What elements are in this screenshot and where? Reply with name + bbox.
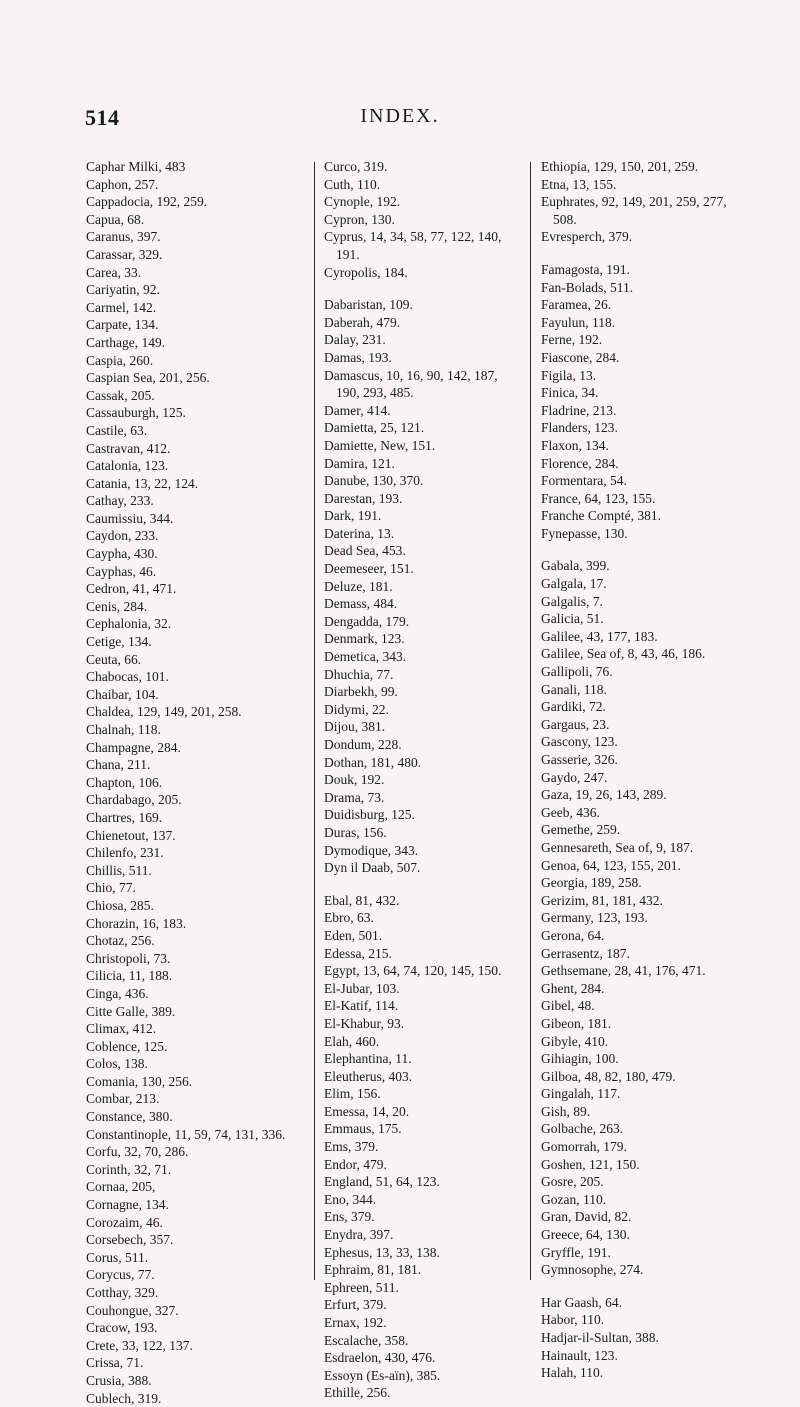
column-rule <box>530 162 531 1280</box>
index-entry: Galicia, 51. <box>541 611 604 627</box>
index-entry: Castile, 63. <box>86 422 148 438</box>
index-entry: Escalache, 358. <box>324 1332 409 1348</box>
index-entry: Cenis, 284. <box>86 598 148 614</box>
index-entry: Chio, 77. <box>86 880 136 896</box>
index-entry: Gran, David, 82. <box>541 1209 632 1225</box>
index-entry: Chotaz, 256. <box>86 933 155 949</box>
index-entry: Carea, 33. <box>86 264 142 280</box>
index-entry: Chilenfo, 231. <box>86 845 164 861</box>
index-entry: Caypha, 430. <box>86 546 158 562</box>
index-entry: Gingalah, 117. <box>541 1086 621 1102</box>
index-entry: Gibyle, 410. <box>541 1033 609 1049</box>
index-entry: Corfu, 32, 70, 286. <box>86 1144 189 1160</box>
index-entry: Ems, 379. <box>324 1139 379 1155</box>
column-rule <box>314 162 315 1280</box>
index-entry: Erfurt, 379. <box>324 1297 387 1313</box>
running-head: INDEX. <box>360 105 440 127</box>
index-entry: Emessa, 14, 20. <box>324 1103 410 1119</box>
index-entry: Douk, 192. <box>324 772 385 788</box>
index-entry: Cublech, 319. <box>86 1390 162 1406</box>
index-column-3 <box>541 158 743 1382</box>
index-entry: Chartres, 169. <box>86 809 163 825</box>
index-entry: Etna, 13, 155. <box>541 176 617 192</box>
index-entry: Christopoli, 73. <box>86 950 171 966</box>
index-column-1 <box>86 158 298 1407</box>
index-entry: Gihiagin, 100. <box>541 1051 619 1067</box>
index-entry: Essoyn (Es-aïn), 385. <box>324 1367 441 1383</box>
index-entry: Damascus, 10, 16, 90, 142, 187, 190, 293, 485. <box>324 367 498 401</box>
index-entry: Dark, 191. <box>324 508 382 524</box>
index-entry: Cuth, 110. <box>324 176 381 192</box>
letter-gap <box>541 542 743 557</box>
index-entry: Crusia, 388. <box>86 1372 152 1388</box>
index-entry: Enydra, 397. <box>324 1227 394 1243</box>
index-entry: Cilicia, 11, 188. <box>86 968 173 984</box>
index-entry: Coblence, 125. <box>86 1038 168 1054</box>
index-entry: Damira, 121. <box>324 455 395 471</box>
index-entry: Cotthay, 329. <box>86 1285 159 1300</box>
index-entry: Genoa, 64, 123, 155, 201. <box>541 857 681 873</box>
index-entry: Gabala, 399. <box>541 558 610 574</box>
index-entry: Cappadocia, 192, 259. <box>86 194 208 210</box>
index-entry: Galgalis, 7. <box>541 593 603 609</box>
index-entry: Chaibar, 104. <box>86 686 159 702</box>
index-entry: Fayulun, 118. <box>541 314 616 330</box>
index-entry: Ephesus, 13, 33, 138. <box>324 1244 440 1260</box>
index-entry: Gargaus, 23. <box>541 716 610 732</box>
index-entry: Caspia, 260. <box>86 352 154 368</box>
index-entry: Damiette, New, 151. <box>324 437 436 453</box>
index-entry: Darestan, 193. <box>324 490 403 506</box>
index-entry: Chienetout, 137. <box>86 827 176 843</box>
index-entry: Esdraelon, 430, 476. <box>324 1350 436 1366</box>
index-entry: El-Katif, 114. <box>324 998 399 1014</box>
index-entry: Greece, 64, 130. <box>541 1227 630 1243</box>
index-entry: England, 51, 64, 123. <box>324 1174 440 1190</box>
index-entry: France, 64, 123, 155. <box>541 490 656 506</box>
index-entry: Cornaa, 205, <box>86 1179 156 1195</box>
index-entry: Finica, 34. <box>541 385 599 401</box>
index-entry: Gibeon, 181. <box>541 1015 612 1031</box>
index-entry: Figila, 13. <box>541 367 597 383</box>
index-entry: Gerona, 64. <box>541 927 605 943</box>
index-entry: Galilee, 43, 177, 183. <box>541 628 658 644</box>
index-entry: Corozaim, 46. <box>86 1214 163 1230</box>
index-entry: Gerrasentz, 187. <box>541 945 630 961</box>
index-entry: Deemeseer, 151. <box>324 561 414 577</box>
index-entry: Chardabago, 205. <box>86 792 182 808</box>
index-entry: Gymnosophe, 274. <box>541 1262 644 1278</box>
index-entry: Elim, 156. <box>324 1086 381 1102</box>
index-entry: Catania, 13, 22, 124. <box>86 475 199 491</box>
index-entry: Dondum, 228. <box>324 737 402 752</box>
index-entry: Constance, 380. <box>86 1109 173 1125</box>
index-entry: Cathay, 233. <box>86 493 154 509</box>
index-entry: Faramea, 26. <box>541 297 612 313</box>
index-entry: Chiosa, 285. <box>86 897 154 913</box>
index-entry: Franche Compté, 381. <box>541 508 661 524</box>
index-entry: Gardiki, 72. <box>541 699 606 715</box>
index-entry: Cariyatin, 92. <box>86 282 160 298</box>
index-entry: Castravan, 412. <box>86 440 171 456</box>
index-entry: Goshen, 121, 150. <box>541 1156 640 1172</box>
index-entry: Constantinople, 11, 59, 74, 131, 336. <box>86 1126 286 1142</box>
index-entry: Ebro, 63. <box>324 910 374 926</box>
index-entry: Dhuchia, 77. <box>324 666 394 682</box>
index-entry: Cypron, 130. <box>324 211 395 227</box>
index-entry: Ferne, 192. <box>541 332 603 348</box>
index-entry: Curco, 319. <box>324 159 388 174</box>
index-entry: Gilboa, 48, 82, 180, 479. <box>541 1068 676 1084</box>
index-entry: Danube, 130, 370. <box>324 473 424 489</box>
index-entry: Catalonia, 123. <box>86 458 169 474</box>
index-entry: Duras, 156. <box>324 824 387 840</box>
index-entry: Gennesareth, Sea of, 9, 187. <box>541 839 694 855</box>
index-entry: Gerizim, 81, 181, 432. <box>541 892 663 908</box>
index-entry: Carthage, 149. <box>86 334 166 350</box>
index-entry: Dengadda, 179. <box>324 613 410 629</box>
index-entry: Cephalonia, 32. <box>86 616 172 632</box>
index-entry: Fan-Bolads, 511. <box>541 279 634 295</box>
index-entry: Daterina, 13. <box>324 525 395 541</box>
index-entry: Corycus, 77. <box>86 1267 155 1283</box>
index-entry: Chana, 211. <box>86 757 151 773</box>
index-entry: Comania, 130, 256. <box>86 1073 193 1089</box>
index-entry: Cedron, 41, 471. <box>86 581 177 597</box>
index-entry: Gosre, 205. <box>541 1174 604 1190</box>
index-entry: El-Khabur, 93. <box>324 1015 405 1031</box>
index-entry: Eleutherus, 403. <box>324 1068 413 1084</box>
index-entry: Edessa, 215. <box>324 945 392 961</box>
letter-gap <box>541 246 743 261</box>
index-entry: Ernax, 192. <box>324 1315 387 1330</box>
index-entry: Combar, 213. <box>86 1091 160 1107</box>
index-entry: Elah, 460. <box>324 1033 380 1049</box>
index-entry: Golbache, 263. <box>541 1121 624 1137</box>
index-entry: Cornagne, 134. <box>86 1197 169 1213</box>
index-entry: Gomorrah, 179. <box>541 1139 627 1155</box>
index-entry: Couhongue, 327. <box>86 1302 179 1318</box>
index-entry: Dead Sea, 453. <box>324 543 406 559</box>
index-entry: Carpate, 134. <box>86 317 159 333</box>
index-entry: Fiascone, 284. <box>541 349 620 365</box>
index-entry: Cayphas, 46. <box>86 563 157 579</box>
index-entry: Demetica, 343. <box>324 649 407 665</box>
index-entry: Chorazin, 16, 183. <box>86 915 187 931</box>
index-entry: Habor, 110. <box>541 1312 605 1328</box>
index-entry: Drama, 73. <box>324 789 385 805</box>
index-entry: Germany, 123, 193. <box>541 910 648 926</box>
index-entry: Gish, 89. <box>541 1103 591 1119</box>
index-entry: Cyropolis, 184. <box>324 264 408 280</box>
index-entry: Ephraim, 81, 181. <box>324 1262 422 1278</box>
index-entry: Caumissiu, 344. <box>86 510 174 526</box>
index-entry: Har Gaash, 64. <box>541 1294 622 1310</box>
index-entry: Georgia, 189, 258. <box>541 875 642 891</box>
index-entry: Flaxon, 134. <box>541 437 609 453</box>
index-entry: Gemethe, 259. <box>541 822 621 838</box>
index-entry: Dyn il Daab, 507. <box>324 860 421 876</box>
index-entry: Halah, 110. <box>541 1365 604 1381</box>
index-entry: Capua, 68. <box>86 211 145 227</box>
index-entry: Champagne, 284. <box>86 739 181 755</box>
index-entry: Cracow, 193. <box>86 1320 158 1336</box>
index-entry: Famagosta, 191. <box>541 261 630 277</box>
index-entry: Carassar, 329. <box>86 246 163 262</box>
index-entry: Deluze, 181. <box>324 578 393 594</box>
index-entry: Chabocas, 101. <box>86 669 169 685</box>
index-entry: Diarbekh, 99. <box>324 684 398 700</box>
index-entry: Hadjar-il-Sultan, 388. <box>541 1330 659 1345</box>
index-entry: Evresperch, 379. <box>541 229 633 245</box>
index-entry: Gibel, 48. <box>541 998 595 1014</box>
index-entry: Carmel, 142. <box>86 299 157 315</box>
index-entry: Daberah, 479. <box>324 314 401 330</box>
index-entry: Ephreen, 511. <box>324 1279 399 1295</box>
index-entry: Dothan, 181, 480. <box>324 754 422 770</box>
index-entry: Chillis, 511. <box>86 862 152 878</box>
index-entry: Ceuta, 66. <box>86 651 142 667</box>
index-entry: Chaldea, 129, 149, 201, 258. <box>86 704 242 720</box>
index-entry: Ens, 379. <box>324 1209 375 1225</box>
index-entry: Damas, 193. <box>324 349 392 365</box>
index-entry: Damer, 414. <box>324 402 391 418</box>
index-entry: Gascony, 123. <box>541 734 618 750</box>
index-entry: Caydon, 233. <box>86 528 159 544</box>
index-entry: Eden, 501. <box>324 927 383 943</box>
index-entry: Denmark, 123. <box>324 631 405 647</box>
page-number: 514 <box>85 105 120 130</box>
index-entry: Duidisburg, 125. <box>324 807 415 823</box>
index-entry: Gasserie, 326. <box>541 752 618 767</box>
index-entry: Dalay, 231. <box>324 332 386 348</box>
index-entry: Cynople, 192. <box>324 194 401 210</box>
index-entry: Corsebech, 357. <box>86 1232 174 1248</box>
index-entry: Fynepasse, 130. <box>541 525 628 541</box>
index-entry: Caphon, 257. <box>86 176 159 192</box>
index-entry: Cassauburgh, 125. <box>86 405 186 421</box>
index-entry: Emmaus, 175. <box>324 1121 402 1137</box>
index-entry: Ethille, 256. <box>324 1385 391 1401</box>
index-entry: Colos, 138. <box>86 1056 148 1072</box>
index-entry: Crete, 33, 122, 137. <box>86 1337 193 1353</box>
index-entry: Gethsemane, 28, 41, 176, 471. <box>541 963 706 979</box>
index-entry: Ethiopia, 129, 150, 201, 259. <box>541 159 699 174</box>
index-entry: Citte Galle, 389. <box>86 1003 176 1019</box>
index-entry: Egypt, 13, 64, 74, 120, 145, 150. <box>324 963 502 979</box>
index-entry: Hainault, 123. <box>541 1347 618 1363</box>
index-entry: Cinga, 436. <box>86 985 149 1001</box>
index-entry: Euphrates, 92, 149, 201, 259, 277, 508. <box>541 194 727 227</box>
index-entry: Gryffle, 191. <box>541 1244 611 1260</box>
index-entry: Caspian Sea, 201, 256. <box>86 370 210 386</box>
index-entry: Flanders, 123. <box>541 420 618 436</box>
index-entry: El-Jubar, 103. <box>324 980 400 996</box>
index-entry: Climax, 412. <box>86 1021 157 1037</box>
letter-gap <box>541 1279 743 1294</box>
index-entry: Damietta, 25, 121. <box>324 420 425 436</box>
index-entry: Ebal, 81, 432. <box>324 892 400 908</box>
index-entry: Corinth, 32, 71. <box>86 1161 172 1177</box>
index-entry: Cyprus, 14, 34, 58, 77, 122, 140, 191. <box>324 229 502 262</box>
index-entry: Dijou, 381. <box>324 719 386 735</box>
index-entry: Demass, 484. <box>324 596 398 612</box>
index-entry: Galgala, 17. <box>541 576 607 592</box>
index-entry: Elephantina, 11. <box>324 1051 412 1067</box>
index-entry: Geeb, 436. <box>541 804 600 820</box>
index-entry: Cetige, 134. <box>86 634 152 650</box>
index-entry: Chapton, 106. <box>86 774 163 790</box>
index-entry: Caphar Milki, 483 <box>86 159 186 174</box>
letter-gap <box>324 877 512 892</box>
letter-gap <box>324 281 512 296</box>
index-entry: Formentara, 54. <box>541 473 627 489</box>
index-entry: Gaza, 19, 26, 143, 289. <box>541 787 667 803</box>
index-entry: Ganali, 118. <box>541 681 607 697</box>
index-entry: Gallipoli, 76. <box>541 664 613 680</box>
index-entry: Galilee, Sea of, 8, 43, 46, 186. <box>541 646 706 662</box>
index-entry: Chalnah, 118. <box>86 722 161 737</box>
index-entry: Didymi, 22. <box>324 701 389 717</box>
index-column-2 <box>324 158 512 1402</box>
index-entry: Ghent, 284. <box>541 980 605 996</box>
index-entry: Crissa, 71. <box>86 1355 144 1371</box>
index-entry: Corus, 511. <box>86 1249 149 1265</box>
index-entry: Fladrine, 213. <box>541 402 617 418</box>
index-entry: Endor, 479. <box>324 1156 387 1172</box>
index-entry: Caranus, 397. <box>86 229 161 245</box>
index-entry: Cassak, 205. <box>86 387 155 403</box>
index-entry: Gozan, 110. <box>541 1191 607 1207</box>
index-entry: Eno, 344. <box>324 1191 377 1207</box>
index-entry: Dymodique, 343. <box>324 842 419 858</box>
index-entry: Gaydo, 247. <box>541 769 608 785</box>
index-entry: Florence, 284. <box>541 455 619 471</box>
index-entry: Dabaristan, 109. <box>324 297 413 313</box>
